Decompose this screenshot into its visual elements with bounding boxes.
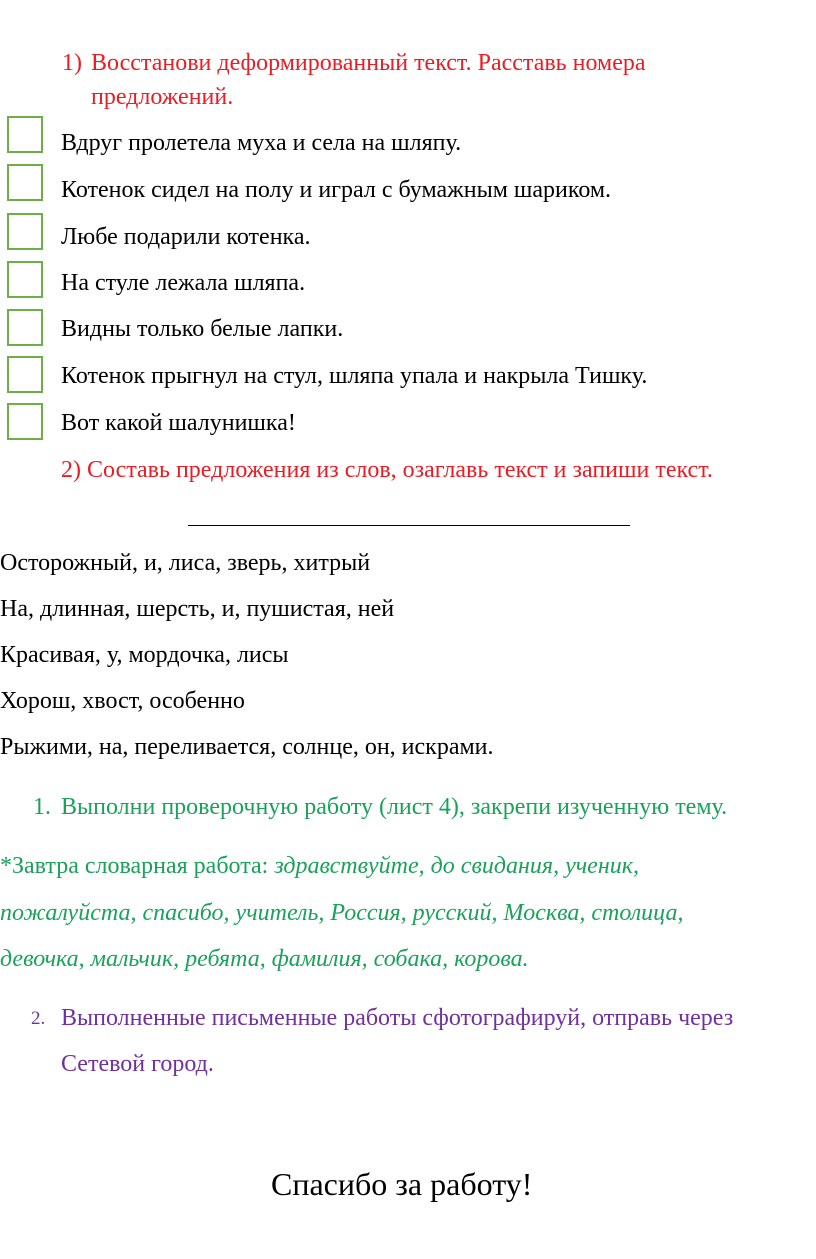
word-set-3: Красивая, у, мордочка, лисы bbox=[0, 642, 289, 668]
sentence-number-box-4[interactable] bbox=[7, 261, 43, 298]
sentence-7: Вот какой шалунишка! bbox=[61, 410, 296, 436]
dictation-label: *Завтра словарная работа: bbox=[0, 853, 275, 879]
sentence-number-box-6[interactable] bbox=[7, 356, 43, 393]
sentence-2: Котенок сидел на полу и играл с бумажным шариком. bbox=[61, 177, 612, 203]
homework-item2-line1: Выполненные письменные работы сфотографируй, отправь через bbox=[61, 1005, 734, 1031]
word-set-2: На, длинная, шерсть, и, пушистая, ней bbox=[0, 596, 395, 622]
title-answer-line bbox=[188, 525, 630, 526]
sentence-1: Вдруг пролетела муха и села на шляпу. bbox=[61, 130, 462, 156]
task1-heading-line1: Восстанови деформированный текст. Расставь номера bbox=[91, 50, 646, 76]
sentence-number-box-2[interactable] bbox=[7, 164, 43, 201]
closing-thanks: Спасибо за работу! bbox=[271, 1166, 533, 1202]
sentence-number-box-5[interactable] bbox=[7, 309, 43, 346]
sentence-4: На стуле лежала шляпа. bbox=[61, 270, 306, 296]
word-set-1: Осторожный, и, лиса, зверь, хитрый bbox=[0, 550, 371, 576]
sentence-number-box-7[interactable] bbox=[7, 403, 43, 440]
dictation-words-2: пожалуйста, спасибо, учитель, Россия, русский, Москва, столица, bbox=[0, 900, 684, 926]
dictation-line1 bbox=[0, 851, 639, 881]
sentence-5: Видны только белые лапки. bbox=[61, 316, 344, 342]
sentence-number-box-1[interactable] bbox=[7, 116, 43, 153]
homework-item1-text: Выполни проверочную работу (лист 4), закрепи изученную тему. bbox=[61, 794, 728, 820]
sentence-number-box-3[interactable] bbox=[7, 213, 43, 250]
task1-number: 1) bbox=[62, 50, 82, 76]
dictation-words-3: девочка, мальчик, ребята, фамилия, собака, корова. bbox=[0, 946, 529, 972]
homework-item1-number: 1. bbox=[33, 794, 51, 820]
task1-heading-line2: предложений. bbox=[91, 84, 234, 110]
dictation-words-1: здравствуйте, до свидания, ученик, bbox=[274, 853, 639, 879]
sentence-6: Котенок прыгнул на стул, шляпа упала и накрыла Тишку. bbox=[61, 363, 648, 389]
word-set-5: Рыжими, на, переливается, солнце, он, искрами. bbox=[0, 734, 494, 760]
homework-item2-line2: Сетевой город. bbox=[61, 1051, 214, 1077]
task2-heading: 2) Составь предложения из слов, озаглавь текст и запиши текст. bbox=[61, 457, 713, 483]
homework-item2-number: 2. bbox=[31, 1008, 46, 1029]
sentence-3: Любе подарили котенка. bbox=[61, 224, 311, 250]
word-set-4: Хорош, хвост, особенно bbox=[0, 688, 245, 714]
